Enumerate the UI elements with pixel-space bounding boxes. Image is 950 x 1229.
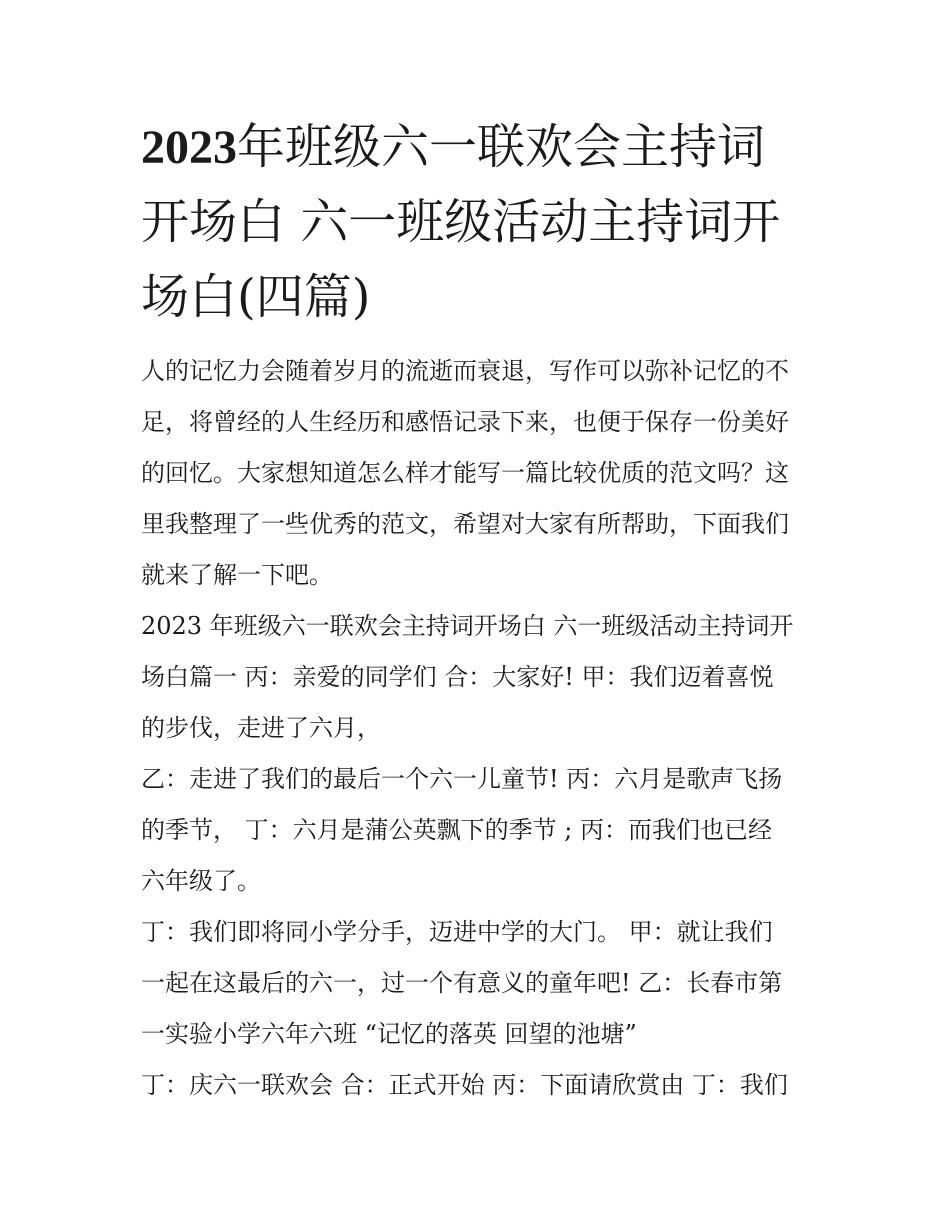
paragraph-line: 场白篇一 丙：亲爱的同学们 合：大家好! 甲：我们迈着喜悦 — [141, 663, 774, 691]
paragraph-line: 一实验小学六年六班 “记忆的落英 回望的池塘” — [141, 1020, 637, 1048]
title-line-2: 开场白 六一班级活动主持词开 — [141, 194, 781, 250]
paragraph-line: 六年级了。 — [141, 867, 261, 895]
document-page — [141, 110, 821, 1111]
paragraph-line: 的回忆。大家想知道怎么样才能写一篇比较优质的范文吗？这 — [141, 459, 789, 487]
section-2-paragraph — [141, 754, 821, 907]
section-4-paragraph — [141, 1060, 821, 1111]
document-body — [141, 346, 821, 1111]
paragraph-line: 乙：走进了我们的最后一个六一儿童节! 丙：六月是歌声飞扬 — [141, 765, 783, 793]
paragraph-line: 丁：我们即将同小学分手，迈进中学的大门。 甲：就让我们 — [141, 918, 773, 946]
section-3-paragraph — [141, 907, 821, 1060]
title-line-3: 场白(四篇) — [141, 269, 371, 325]
paragraph-line: 丁：庆六一联欢会 合：正式开始 丙：下面请欣赏由 丁：我们 — [141, 1071, 788, 1099]
title-line-1 — [141, 110, 821, 185]
intro-paragraph — [141, 346, 821, 601]
section-1-paragraph — [141, 601, 821, 754]
paragraph-line: 的步伐，走进了六月， — [141, 714, 381, 742]
paragraph-line: 就来了解一下吧。 — [141, 561, 333, 589]
paragraph-line: 足，将曾经的人生经历和感悟记录下来，也便于保存一份美好 — [141, 408, 789, 436]
title-year: 2023 — [141, 121, 237, 174]
paragraph-line: 的季节， 丁：六月是蒲公英飘下的季节 ; 丙：而我们也已经 — [141, 816, 772, 844]
document-title — [141, 110, 821, 335]
paragraph-line: 一起在这最后的六一，过一个有意义的童年吧! 乙：长春市第 — [141, 969, 783, 997]
paragraph-line: 人的记忆力会随着岁月的流逝而衰退，写作可以弥补记忆的不 — [141, 357, 789, 385]
title-line-1-text: 年班级六一联欢会主持词 — [237, 119, 766, 175]
paragraph-line: 2023 年班级六一联欢会主持词开场白 六一班级活动主持词开 — [141, 612, 794, 640]
paragraph-line: 里我整理了一些优秀的范文，希望对大家有所帮助，下面我们 — [141, 510, 789, 538]
